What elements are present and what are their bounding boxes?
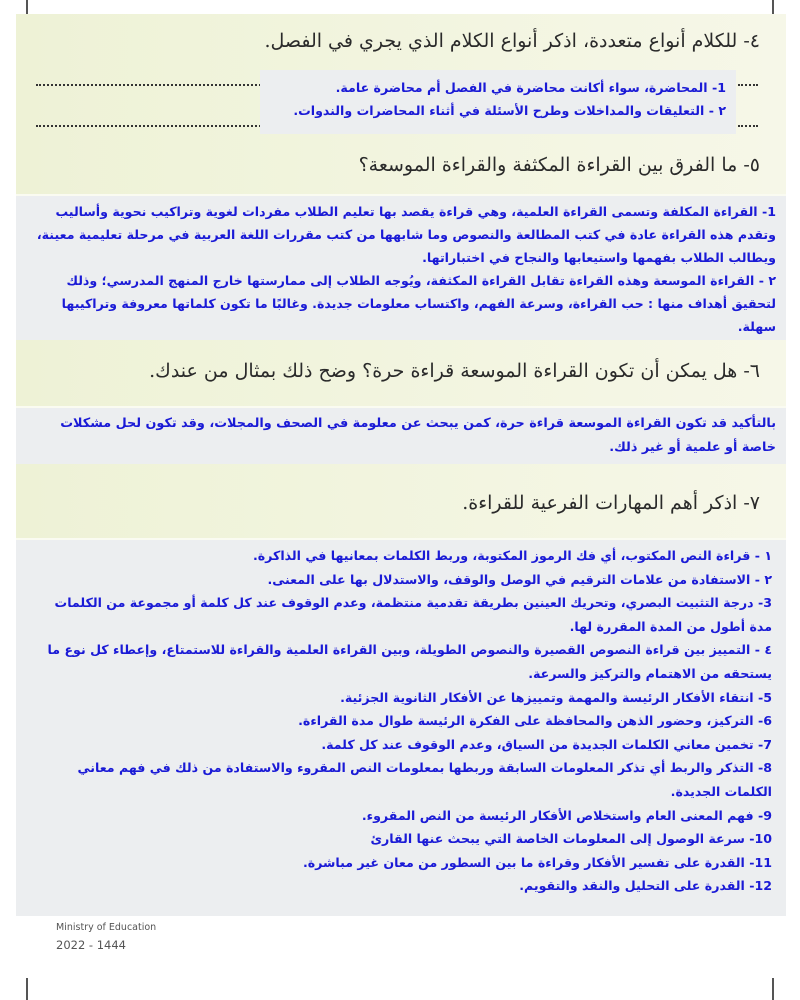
question-5-answer (16, 196, 786, 340)
question-7-answer (16, 540, 786, 916)
skill-item: ٤ - التمييز بين قراءة النصوص القصيرة والنصوص الطويلة، وبين القراءة العلمية والقراءة للاستمتاع، وإعطاء كل نوع ما يستحقه من الاهتمام والتركيز والسرعة. (47, 642, 772, 681)
publisher-label: Ministry of Education (56, 922, 157, 933)
skill-item: 7- تخمين معاني الكلمات الجديدة من السياق، وعدم الوقوف عند كل كلمة. (321, 736, 772, 752)
question-7-title: ٧- اذكر أهم المهارات الفرعية للقراءة. (462, 492, 760, 514)
question-5-title: ٥- ما الفرق بين القراءة المكثفة والقراءة الموسعة؟ (358, 154, 760, 176)
answer-line (36, 125, 268, 127)
skill-item: 9- فهم المعنى العام واستخلاص الأفكار الرئيسة من النص المقروء. (361, 807, 772, 823)
answer-paragraph-2: ٢ - القراءة الموسعة وهذه القراءة تقابل القراءة المكثفة، ويُوجه الطلاب إلى ممارستها خارج المنهج المدرسي؛ وذلك لتحقيق أهداف منها : حب القراءة، وسرعة الفهم، واكتساب معلومات جديدة. وغالبًا ما تكون كلماتها معروفة وتراكيبها سهلة. (61, 273, 776, 334)
answer-line (36, 84, 268, 86)
crop-mark-bottom-left (26, 978, 28, 1000)
skill-item: 11- القدرة على تفسير الأفكار وقراءة ما بين السطور من معان غير مباشرة. (302, 854, 772, 870)
answer-item: 1- المحاضرة، سواء أكانت محاضرة في الفصل أم محاضرة عامة. (335, 80, 726, 95)
skill-item: ٢ - الاستفادة من علامات الترقيم في الوصل والوقف، والاستدلال بها على المعنى. (267, 571, 772, 587)
skill-item: 6- التركيز، وحضور الذهن والمحافظة على الفكرة الرئيسة طوال مدة القراءة. (298, 713, 772, 729)
skill-item: 3- درجة التثبيت البصري، وتحريك العينين بطريقة تقدمية منتظمة، وعدم الوقوف عند كل كلمة أو مجموعة من الكلمات مدة أطول من المدة المقررة لها. (54, 595, 772, 634)
textbook-page (16, 14, 786, 916)
question-6-answer (16, 408, 786, 464)
skill-item: 12- القدرة على التحليل والنقد والتقويم. (519, 878, 772, 894)
question-4-answer (260, 70, 736, 134)
answer-line (738, 84, 758, 86)
crop-mark-top-right (772, 0, 774, 14)
crop-mark-bottom-right (772, 978, 774, 1000)
answer-item: ٢ - التعليقات والمداخلات وطرح الأسئلة في أثناء المحاضرات والندوات. (293, 103, 726, 118)
edition-year: 2022 - 1444 (56, 938, 126, 952)
skill-item: 8- التذكر والربط أي تذكر المعلومات السابقة وربطها بمعلومات النص المقروء والاستفادة من ذلك في فهم معاني الكلمات الجديدة. (77, 760, 772, 799)
skill-item: 5- انتقاء الأفكار الرئيسة والمهمة وتمييزها عن الأفكار الثانوية الجزئية. (340, 689, 772, 705)
skill-item: 10- سرعة الوصول إلى المعلومات الخاصة التي يبحث عنها القارئ (370, 831, 772, 847)
crop-mark-top-left (26, 0, 28, 14)
question-4-title: ٤- للكلام أنواع متعددة، اذكر أنواع الكلام الذي يجري في الفصل. (264, 30, 760, 52)
skill-item: ١ - قراءة النص المكتوب، أي فك الرموز المكتوبة، وربط الكلمات بمعانيها في الذاكرة. (252, 548, 772, 563)
answer-paragraph: بالتأكيد قد تكون القراءة الموسعة قراءة حرة، كمن يبحث عن معلومة في الصحف والمجلات، وقد تكون لحل مشكلات خاصة أو علمية أو غير ذلك. (60, 416, 776, 455)
question-6-title: ٦- هل يمكن أن تكون القراءة الموسعة قراءة حرة؟ وضح ذلك بمثال من عندك. (149, 360, 760, 382)
answer-line (738, 125, 758, 127)
answer-paragraph-1: 1- القراءة المكلفة وتسمى القراءة العلمية، وهي قراءة يقصد بها تعليم الطلاب مفردات لغوية وتراكيب نحوية وأساليب وتقدم هذه القراءة عادة في كتب المطالعة والنصوص وما شابهها من كتب مقررات اللغة العربية في مرحلة تعليمية معينة، ويطالب الطلاب بفهمها واستيعابها والنجاح في اختباراتها. (36, 204, 776, 265)
